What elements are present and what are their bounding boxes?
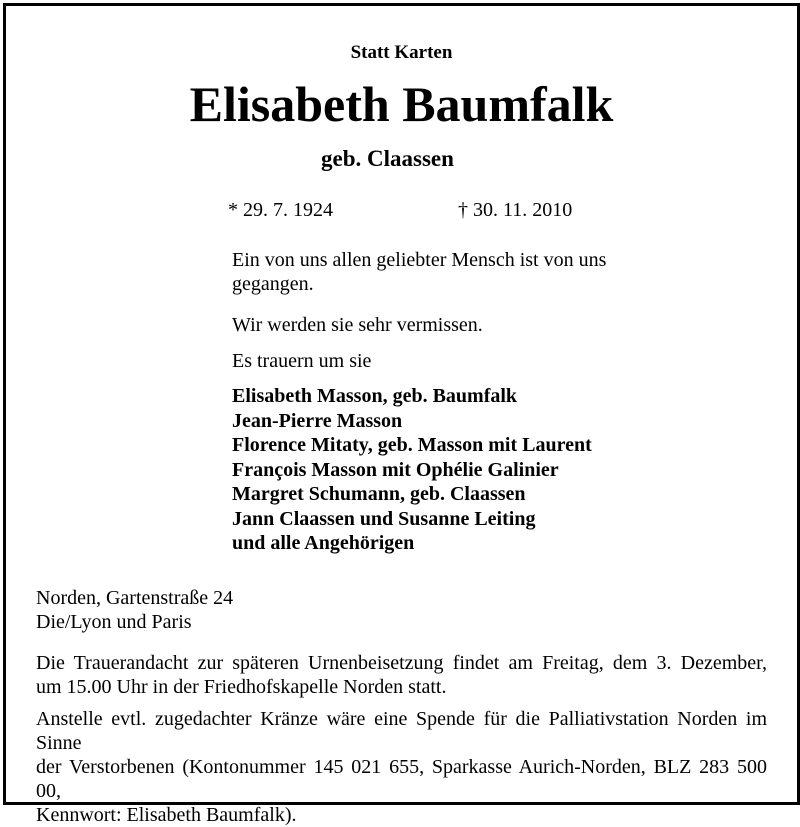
deceased-name: Elisabeth Baumfalk <box>189 76 614 132</box>
service-line: um 15.00 Uhr in der Friedhofskapelle Norden statt. <box>36 676 447 698</box>
address-block <box>36 586 233 634</box>
death-date: † 30. 11. 2010 <box>458 199 573 221</box>
mourner-name: Margret Schumann, geb. Claassen <box>232 483 526 505</box>
obituary-notice <box>3 3 800 826</box>
mourner-name: Florence Mitaty, geb. Masson mit Laurent <box>232 434 592 456</box>
service-line: Die Trauerandacht zur späteren Urnenbeisetzung findet am Freitag, dem 3. Dezember, <box>36 652 767 674</box>
address-line: Die/Lyon und Paris <box>36 611 192 633</box>
mourner-name: Elisabeth Masson, geb. Baumfalk <box>232 385 518 407</box>
mourners-list <box>232 384 592 556</box>
maiden-name: geb. Claassen <box>321 146 454 171</box>
donation-line: der Verstorbenen (Kontonummer 145 021 655, Sparkasse Aurich-Norden, BLZ 283 500 00, <box>36 756 767 802</box>
birth-date: * 29. 7. 1924 <box>228 199 333 221</box>
mourning-intro: Es trauern um sie <box>232 350 372 372</box>
tribute-text: Ein von uns allen geliebter Mensch ist von uns gegangen. <box>232 249 607 295</box>
service-info <box>36 651 767 699</box>
mourner-name: Jann Claassen und Susanne Leiting <box>232 507 536 530</box>
mourner-name: François Masson mit Ophélie Galinier <box>232 458 559 481</box>
mourner-name: Jean-Pierre Masson <box>232 409 403 432</box>
donation-info <box>36 707 767 827</box>
donation-line: Kennwort: Elisabeth Baumfalk). <box>36 804 297 826</box>
address-line: Norden, Gartenstraße 24 <box>36 587 234 609</box>
miss-text: Wir werden sie sehr vermissen. <box>232 314 483 336</box>
mourner-name: und alle Angehörigen <box>232 532 415 554</box>
notice-header: Statt Karten <box>350 42 453 63</box>
donation-line: Anstelle evtl. zugedachter Kränze wäre eine Spende für die Palliativstation Norden im Sinne <box>36 708 767 754</box>
